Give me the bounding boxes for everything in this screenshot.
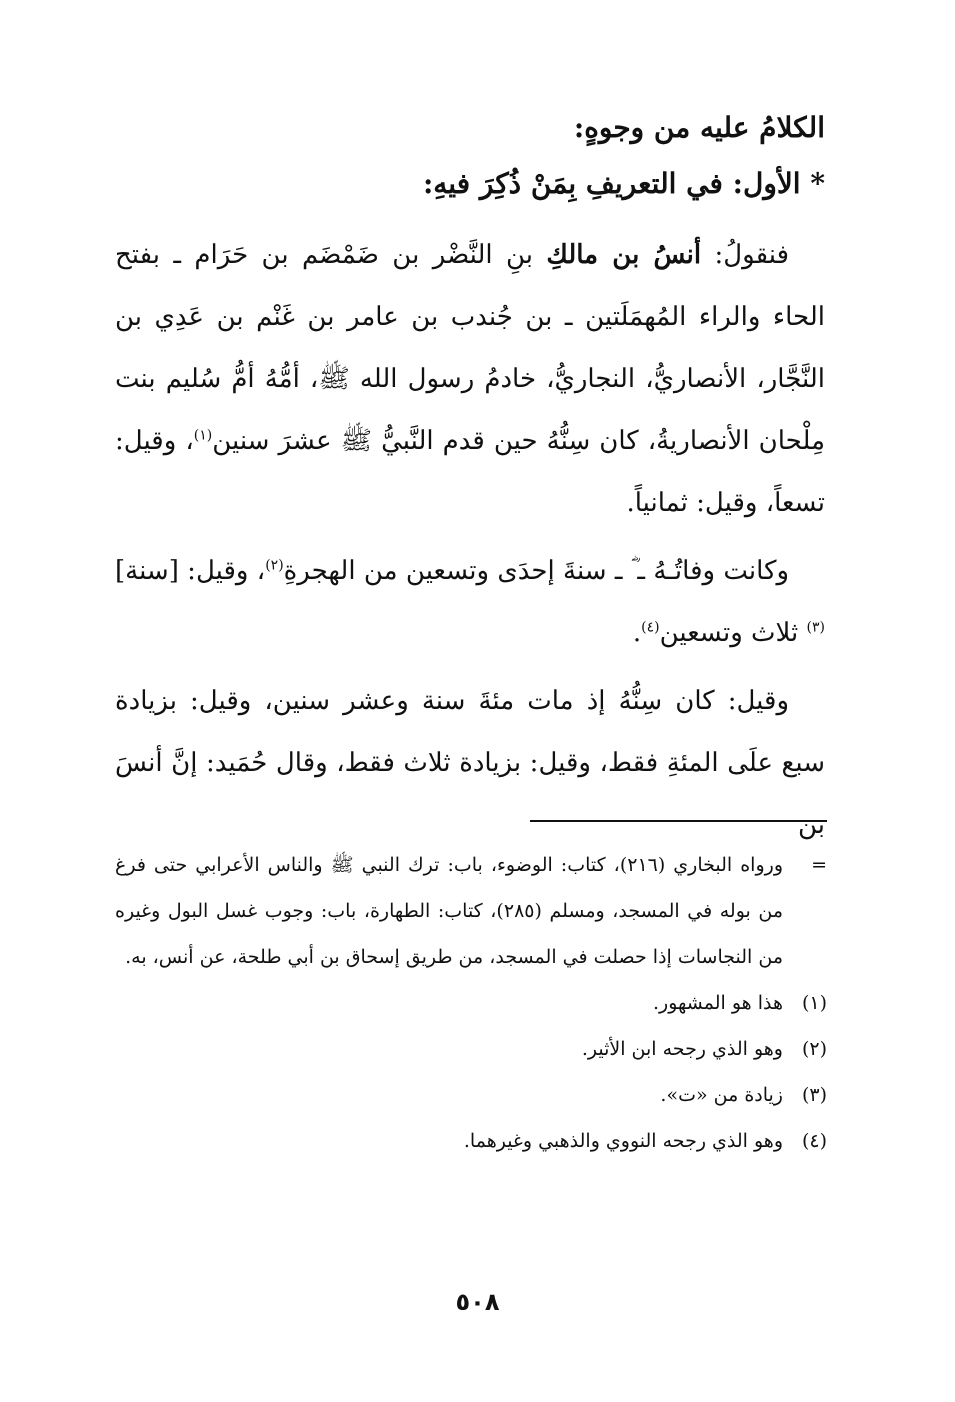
page-number: ٥٠٨	[455, 1288, 500, 1316]
footnote-text: ورواه البخاري (٢١٦)، كتاب: الوضوء، باب: ترك النبي ﷺ والناس الأعرابي حتى فرغ من بوله في المسجد، ومسلم (٢٨٥)، كتاب: الطهارة، باب: وجوب غسل البول وغيره من النجاسات إذا حصلت في المسجد، من طريق إسحاق بن أبي طلحة، عن أنس، به.	[115, 854, 784, 968]
footnote-3	[115, 1072, 827, 1118]
subsection-heading-text: الأول: في التعريفِ بِمَنْ ذُكِرَ فيهِ:	[422, 167, 801, 200]
paragraph-3: وقيل: كان سِنُّهُ إذ مات مئةَ سنة وعشر سنين، وقيل: بزيادة سبع علَى المئةِ فقط، وقيل: بزيادة ثلاث فقط، وقال حُمَيد: إنَّ أنسَ بن	[115, 686, 825, 840]
footnote-text: هذا هو المشهور.	[653, 992, 783, 1014]
footnote-number: (٣)	[801, 1084, 827, 1106]
footnote-continued	[115, 842, 827, 980]
paragraph-1	[115, 224, 825, 534]
footnote-text: زيادة من «ت».	[660, 1084, 783, 1106]
footnote-ref-2[interactable]: (٢)	[265, 557, 284, 574]
footnote-1	[115, 980, 827, 1026]
paragraph-1-end: ، وقيل: تسعاً، وقيل: ثمانياً.	[115, 426, 825, 518]
footnote-number: =	[811, 854, 827, 876]
paragraph-2	[115, 540, 825, 664]
footnote-4	[115, 1118, 827, 1164]
person-name: أنسُ بن مالكِ	[546, 240, 702, 270]
footnote-ref-3[interactable]: (٣)	[806, 619, 825, 636]
footnote-text: وهو الذي رجحه ابن الأثير.	[581, 1038, 783, 1060]
footnote-ref-1[interactable]: (١)	[193, 427, 213, 444]
footnote-number: (٢)	[801, 1038, 827, 1060]
paragraph-2-tail: ثلاث وتسعين	[659, 618, 807, 648]
footnote-ref-4[interactable]: (٤)	[641, 619, 660, 636]
footnotes	[115, 842, 827, 1164]
subsection-heading	[115, 156, 825, 212]
paragraph-2-mid: ، وقيل: [سنة]	[115, 556, 266, 586]
footnote-number: (٤)	[801, 1130, 827, 1152]
section-heading: الكلامُ عليه من وجوهٍ:	[573, 111, 825, 144]
footnote-text: وهو الذي رجحه النووي والذهبي وغيرهما.	[463, 1130, 783, 1152]
footnote-divider	[530, 820, 827, 822]
paragraph-1-intro: فنقولُ:	[701, 240, 789, 270]
paragraph-2-body: وكانت وفاتُـهُ ـ ؓ ـ سنةَ إحدَى وتسعين من الهجرةِ	[283, 556, 789, 586]
footnote-number: (١)	[801, 992, 827, 1014]
asterisk-marker: *	[810, 167, 825, 200]
paragraph-1-body: بنِ النَّضْر بن ضَمْضَم بن حَرَام ـ بفتح الحاء والراء المُهمَلَتين ـ بن جُندب بن عامر بن غَنْم بن عَدِي بن النَّجَّار، الأنصاريُّ، النجاريُّ، خادمُ رسول الله ﷺ، أمُّهُ أمُّ سُليم بنت مِلْحان الأنصاريةُ، كان سِنُّهُ حين قدم النَّبيُّ ﷺ عشرَ سنين	[115, 240, 825, 456]
main-text	[115, 100, 825, 856]
footnote-2	[115, 1026, 827, 1072]
paragraph-2-end: .	[632, 618, 642, 648]
